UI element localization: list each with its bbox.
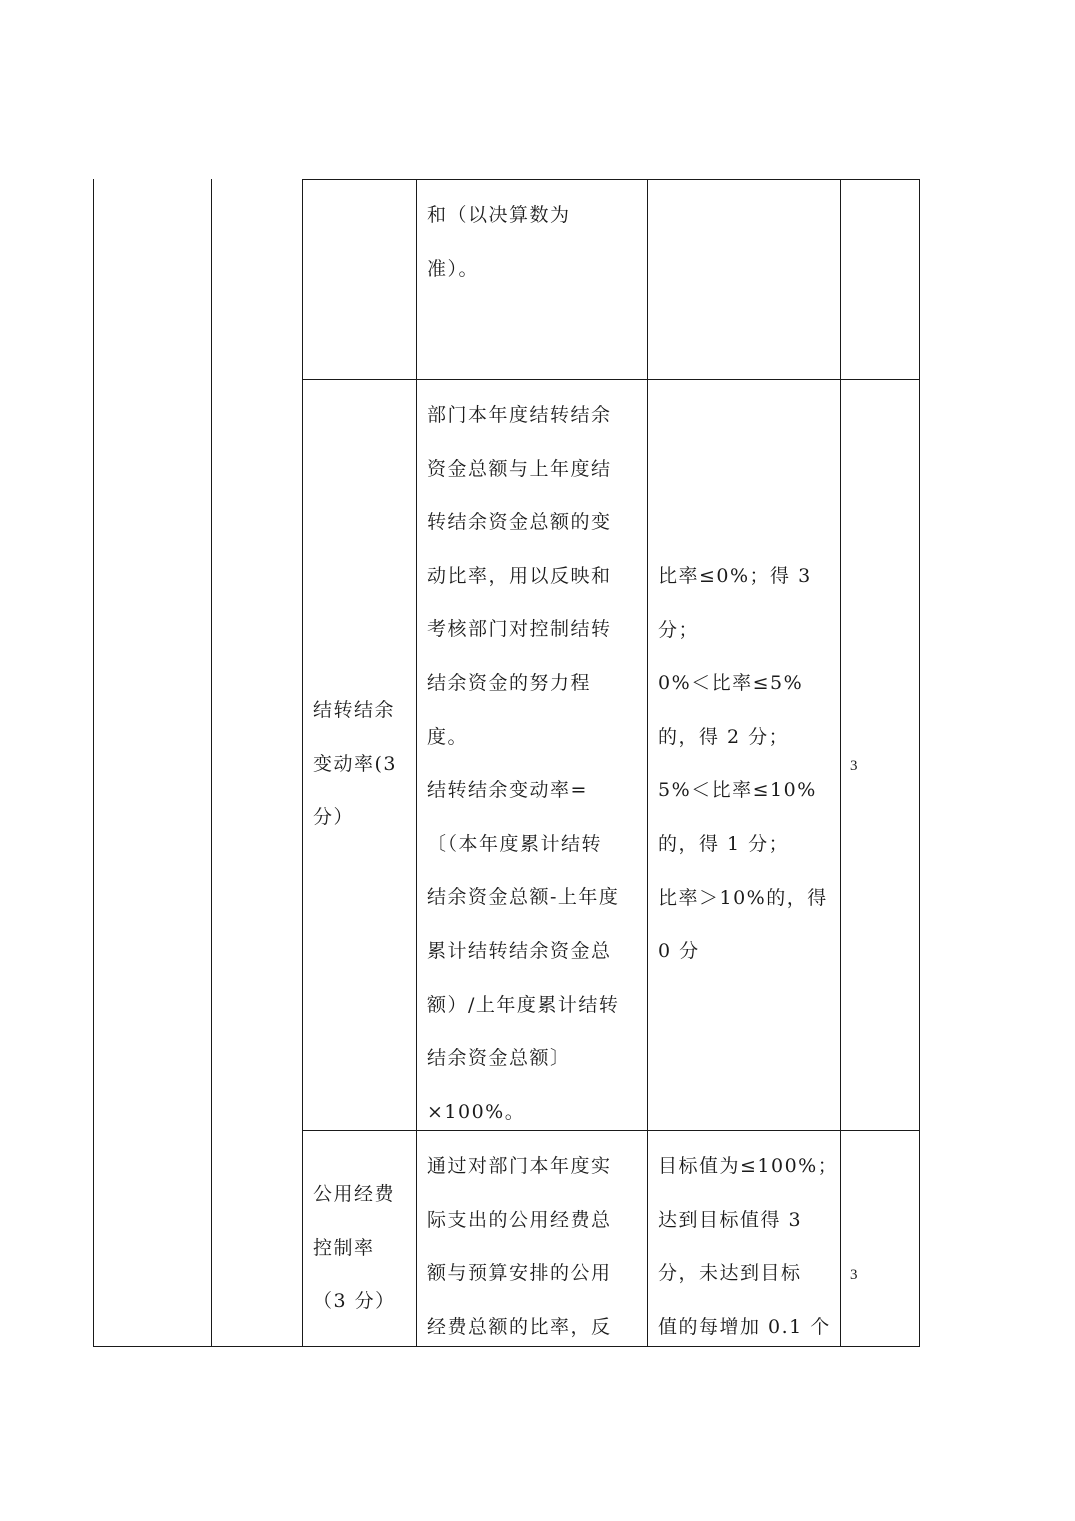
text-line: 比率≤0%；得 3: [658, 565, 812, 587]
row3-indicator: [313, 1168, 396, 1329]
row2-score: 3: [850, 758, 858, 774]
text-line: 5%＜比率≤10%: [658, 779, 817, 802]
text-line: 结余资金的努力程: [427, 671, 592, 694]
text-line: 累计结转结余资金总: [427, 939, 612, 962]
text-line: 转结余资金总额的变: [427, 511, 612, 534]
text-line: 目标值为≤100%；: [658, 1155, 839, 1177]
table-border-right: [919, 179, 920, 1347]
text-line: 〔（本年度累计结转: [427, 832, 603, 855]
text-line: 控制率: [313, 1236, 375, 1259]
row2-description: [427, 389, 619, 1139]
column-divider-5: [840, 179, 841, 1347]
text-line: 分）: [313, 806, 355, 829]
text-line: 达到目标值得 3: [658, 1208, 803, 1231]
column-divider-3: [416, 179, 417, 1347]
text-line: 准）。: [427, 257, 480, 280]
text-line: 0 分: [658, 940, 700, 963]
text-line: 结转结余变动率=: [427, 779, 588, 802]
text-line: 0%＜比率≤5%: [658, 672, 804, 695]
table-border-top: [302, 179, 920, 180]
text-line: 比率＞10%的，得: [658, 886, 828, 909]
text-line: 分；: [658, 618, 700, 641]
text-line: 考核部门对控制结转: [427, 618, 612, 641]
text-line: 结转结余: [313, 699, 396, 721]
column-divider-2: [302, 179, 303, 1347]
text-line: 公用经费: [313, 1183, 396, 1205]
text-line: 额与预算安排的公用: [427, 1262, 612, 1285]
table-border-left: [93, 179, 94, 1347]
text-line: ×100%。: [427, 1100, 526, 1123]
text-line: 通过对部门本年度实: [427, 1155, 612, 1177]
text-line: 分，未达到目标: [658, 1262, 802, 1285]
row1-description: [427, 189, 571, 296]
column-divider-1: [211, 179, 212, 1347]
text-line: 和（以决算数为: [427, 204, 571, 226]
text-line: 值的每增加 0.1 个: [658, 1315, 831, 1338]
row2-indicator: [313, 684, 397, 845]
text-line: 结余资金总额〕: [427, 1047, 571, 1070]
text-line: 变动率(3: [313, 752, 398, 775]
row-divider-1: [302, 379, 920, 380]
text-line: 结余资金总额-上年度: [427, 886, 620, 909]
text-line: 资金总额与上年度结: [427, 457, 612, 480]
text-line: 度。: [427, 725, 469, 748]
column-divider-4: [647, 179, 648, 1347]
text-line: （3 分）: [313, 1290, 396, 1313]
text-line: 经费总额的比率，反: [427, 1315, 612, 1338]
row3-criteria: [658, 1140, 838, 1354]
text-line: 的，得 2 分；: [658, 725, 790, 748]
text-line: 额）/上年度累计结转: [427, 993, 620, 1016]
text-line: 动比率，用以反映和: [427, 564, 612, 587]
row3-score: 3: [850, 1267, 858, 1283]
text-line: 际支出的公用经费总: [427, 1208, 612, 1231]
row2-criteria: [658, 550, 828, 979]
text-line: 的，得 1 分；: [658, 832, 790, 855]
text-line: 部门本年度结转结余: [427, 404, 612, 426]
row3-description: [427, 1140, 612, 1354]
